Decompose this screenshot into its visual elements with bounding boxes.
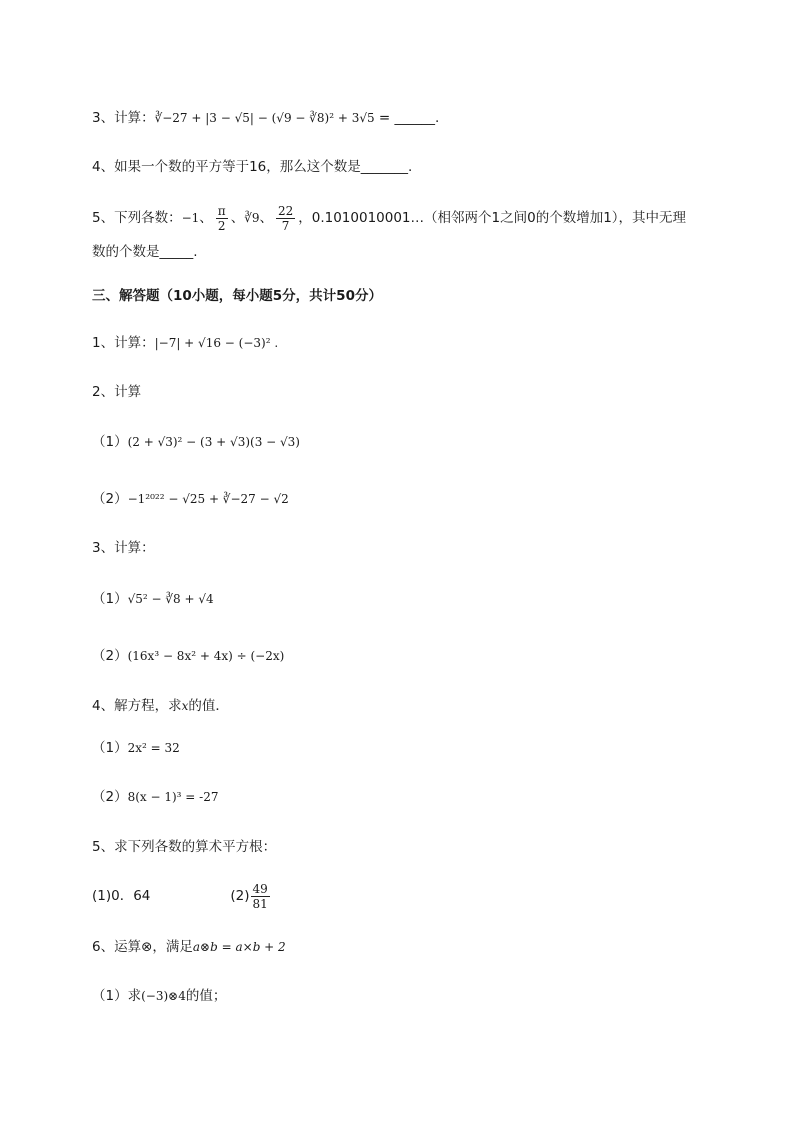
fraction-numerator: 22 [277,203,294,218]
fraction-22-over-7 [276,204,295,233]
math-expression: √5² − ∛8 + √4 [127,592,214,606]
fraction-numerator: π [217,203,226,218]
problem-4-part-1 [92,738,180,758]
math-expression: (16x³ − 8x² + 4x) ÷ (−2x) [127,649,285,663]
part-label: （2） [92,789,128,805]
number-minus-one: −1 [181,211,200,225]
question-label: 5、下列各数： [92,210,182,226]
problem-6 [92,937,286,957]
fill-question-4 [92,157,412,177]
separator: 、 [230,210,245,226]
question-text: ，0.1010010001…（相邻两个1之间0的个数增加1），其中无理 [298,210,687,226]
problem-6-part-1 [92,986,226,1006]
fraction-numerator: 49 [252,881,268,896]
question-text: 数的个数是 [92,244,160,260]
fill-question-5 [92,203,686,233]
part-2-label: (2) [230,888,250,904]
math-expression: (2 + √3)² − (3 + √3)(3 − √3) [127,435,300,449]
answer-blank: _____ [159,244,194,260]
problem-4-part-2 [92,787,219,807]
fill-question-3 [92,108,439,128]
part-label: （1） [92,434,128,450]
math-expression: 8(x − 1)³ = -27 [127,790,219,804]
problem-5 [92,837,276,857]
problem-2 [92,382,141,402]
problem-3 [92,538,155,558]
period: . [408,159,413,175]
period: . [435,110,440,126]
problem-label: 3、计算： [92,540,155,556]
part-label: （1） [92,591,128,607]
cube-root-9: ∛9 [244,211,260,225]
period: . [193,244,198,260]
problem-5-parts [92,880,273,912]
part-label: （1） [92,740,128,756]
question-text: 4、如果一个数的平方等于16，那么这个数是 [92,159,361,175]
problem-2-part-1 [92,432,300,452]
fraction-49-over-81 [251,882,270,911]
problem-label: 4、解方程，求 [92,698,182,714]
math-expression: 2x² = 32 [127,741,180,755]
part-text: 的值； [185,988,227,1004]
math-expression: a⊗b = a×b + 2 [192,940,286,954]
math-expression: |−7| + √16 − (−3)² . [154,336,279,350]
separator: 、 [199,210,213,226]
part-label: （2） [92,491,128,507]
problem-label: 5、求下列各数的算术平方根： [92,839,277,855]
separator: 、 [259,210,273,226]
problem-3-part-2 [92,646,284,666]
problem-3-part-1 [92,589,214,609]
fraction-denominator: 7 [281,218,290,233]
equals-sign: = [374,110,395,126]
section-heading: 三、解答题（10小题，每小题5分，共计50分） [92,288,382,304]
problem-label: 2、计算 [92,384,142,400]
problem-2-part-2 [92,489,289,509]
fraction-denominator: 81 [252,896,268,911]
math-expression: (−3)⊗4 [141,989,186,1003]
answer-blank: _______ [360,159,409,175]
part-1: (1)0．64 [92,888,151,904]
problem-4 [92,696,229,716]
math-expression: −1²⁰²² − √25 + ∛−27 − √2 [127,492,289,506]
part-label: （1）求 [92,988,142,1004]
fill-question-5-continued [92,242,198,262]
math-expression: ∛−27 + |3 − √5| − (√9 − ∛8)² + 3√5 [154,111,375,125]
part-label: （2） [92,648,128,664]
problem-label: 6、运算⊗，满足 [92,939,193,955]
problem-label-end: 的值． [188,698,229,714]
question-label: 3、计算： [92,110,155,126]
answer-blank: ______ [394,110,436,126]
problem-1 [92,333,278,353]
variable-x: x [181,699,189,713]
fraction-pi-over-2 [216,204,228,233]
fraction-denominator: 2 [217,218,226,233]
problem-label: 1、计算： [92,335,155,351]
